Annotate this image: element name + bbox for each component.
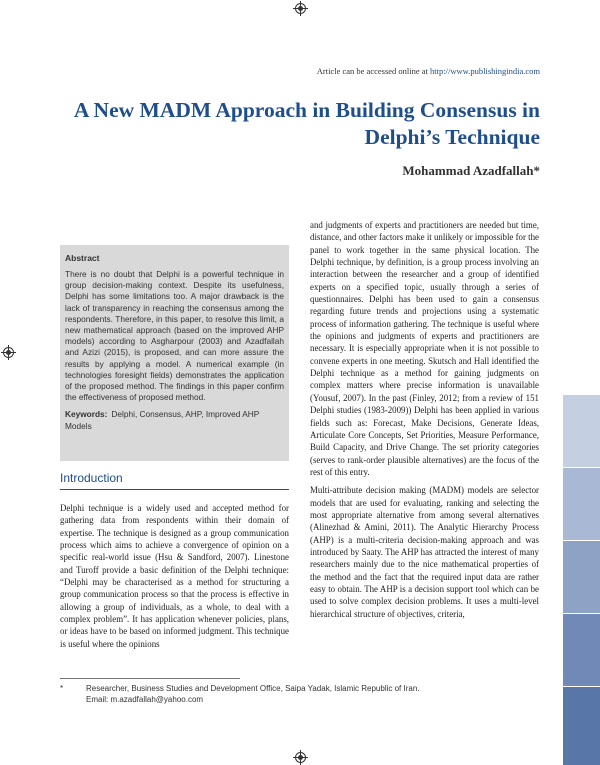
registration-mark-icon <box>295 752 306 763</box>
keywords <box>65 409 284 431</box>
edge-tab <box>563 468 600 540</box>
footnote <box>60 683 540 705</box>
footnote-divider <box>60 678 240 679</box>
section-divider <box>60 489 289 490</box>
abstract-body: There is no doubt that Delphi is a powerful technique in group decision-making context. Despite its usefulness, Delphi has some limitations too. A major drawback is the lack of transparency in reaching the consensus among the respondents. Therefore, in this paper, to resolve this limit, a new mathematical approach (based on the improved AHP models) according to Asgharpour (2003) and Azadfallah and Azizi (2015), is proposed, and can more assure the results by applying a model. A numerical example (in technologies foresight fields) demonstrates the application of the proposed method. The findings in this paper confirm the effectiveness of proposed method. <box>65 269 284 403</box>
access-url-link[interactable]: http://www.publishingindia.com <box>430 66 540 76</box>
access-text: Article can be accessed online at <box>316 66 428 76</box>
body-paragraph: Multi-attribute decision making (MADM) models are selector models that are used for evaluating, ranking and selecting the most appropriate alternative from among several alternatives (Alinezhad & Amini, 2011). The Analytic Hierarchy Process (AHP) is a multi-criteria decision-making approach and was introduced by Saaty. The AHP has attracted the interest of many researchers mainly due to the nice mathematical properties of the method and the fact that the required input data are rather easy to obtain. The AHP is a decision support tool which can be used to solve complex decision problems. It uses a multi-level hierarchical structure of objectives, criteria, <box>310 485 539 619</box>
edge-tab <box>563 395 600 467</box>
article-title: A New MADM Approach in Building Consensus in Delphi’s Technique <box>73 98 540 149</box>
registration-mark-icon <box>3 347 14 358</box>
abstract-box <box>60 245 289 461</box>
footnote-marker: * <box>60 684 64 693</box>
intro-paragraph: Delphi technique is a widely used and accepted method for gathering data from respondents within their domain of expertise. The technique is designed as a group communication process which aims to achieve a convergence of opinion on a specific real-world issue (Hsu & Sandford, 2007). Linestone and Turoff provide a basic definition of the Delphi technique: “Delphi may be characterised as a method for structuring a group communication process so that the process is effective in allowing a group of individuals, as a whole, to deal with a complex problem”. It has application whenever policies, plans, or ideas have to be based on informed judgment. This technique is useful where the opinions <box>60 503 289 649</box>
keywords-label: Keywords: <box>65 409 108 420</box>
left-column <box>60 502 289 650</box>
body-paragraph: and judgments of experts and practitioners are needed but time, distance, and other factors make it unlikely or impossible for the panel to work together in the same physical location. The Delphi technique, by definition, is a group process involving an interaction between the researcher and a group of identified experts on a specified topic, usually through a series of questionnaires. Delphi has been used to gain a consensus regarding future trends and projections using a systematic process of information gathering. The technique is useful where the opinions and judgments of experts and practitioners are necessary. It is especially appropriate when it is not possible to convene experts in one meeting. Skutsch and Hall identified the Delphi technique as a method for gaining judgments on complex matters where precise information is unavailable (Yousuf, 2007). In the past (Finley, 2012; from a review of 151 Delphi studies (1983-2009)) Delphi has been applied in various fields such as: Forecast, Make Decisions, Generate Ideas, Articulate Core Concepts, Set Priorities, Measure Performance, Build Capacity, and Drive Change. The set priority categories (serves to rank-order plausible alternatives) are the focus of the rest of this entry. <box>310 220 539 477</box>
footnote-affiliation: Researcher, Business Studies and Development Office, Saipa Yadak, Islamic Republic of Iran. <box>86 684 420 693</box>
edge-tab <box>563 687 600 765</box>
right-column <box>310 219 539 620</box>
access-line <box>317 66 540 76</box>
abstract-heading: Abstract <box>65 253 100 263</box>
footnote-email: Email: m.azadfallah@yahoo.com <box>86 695 204 704</box>
section-heading-introduction: Introduction <box>60 471 123 485</box>
edge-tab <box>563 614 600 686</box>
registration-mark-icon <box>295 3 306 14</box>
keywords-list: Delphi, Consensus, AHP, Improved AHP Models <box>65 409 260 431</box>
edge-tab <box>563 541 600 613</box>
author-name: Mohammad Azadfallah* <box>402 163 540 178</box>
